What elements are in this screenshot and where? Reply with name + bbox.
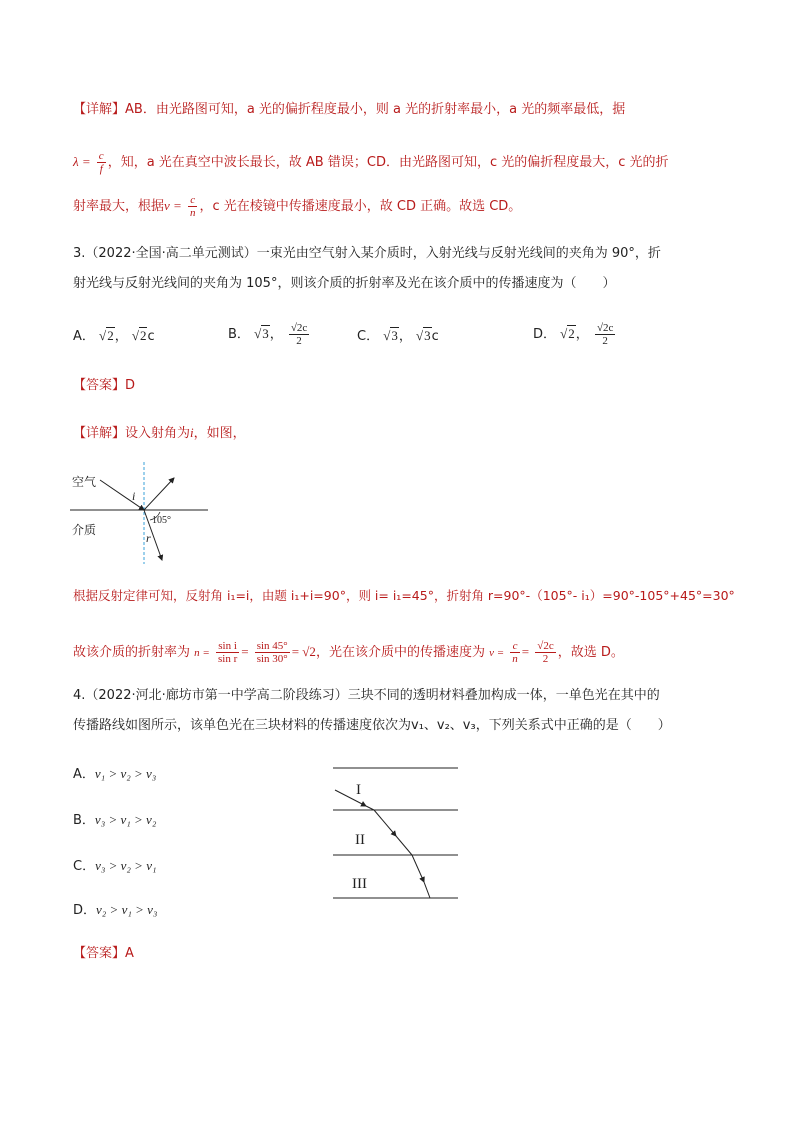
q4-answer: 【答案】A <box>73 946 134 961</box>
ray-segment-3 <box>412 855 424 882</box>
label-i: i <box>132 489 136 503</box>
q3-option-a: A． √2， √2c <box>73 328 155 344</box>
q4-option-d: D．v₂ > v₁ > v₃ <box>73 902 158 918</box>
fraction-c-over-n: $\frac{c}{n}$ <box>189 194 196 219</box>
q3-explanation-1: 根据反射定律可知，反射角 i₁=i，由题 i₁+i=90°，则 i= i₁=45°，折射角 r=90°-（105°- i₁）=90°-105°+45°=30° <box>73 588 735 603</box>
q4-stem-1: 4.（2022·河北·廊坊市第一中学高二阶段练习）三块不同的透明材料叠加构成一体，一单色光在其中的 <box>73 688 660 703</box>
reflection-refraction-figure <box>70 460 215 568</box>
q3-option-c: C． √3， √3c <box>357 328 439 344</box>
q3-explanation-2: 故该介质的折射率为 n = $\frac{\text{sin i}}{\text{sin r}}$ = $\frac{\sin 45^\circ}{\sin 30^\circ}$ = √2，光在该介质中的传播速度为 v = $\frac{c}{n}$ = $\frac{√2c}{2}$ ，故选 D。 <box>73 640 624 665</box>
q3-option-d: D． √2， $\frac{√2c}{2}$ <box>533 322 614 347</box>
q3-answer: 【答案】D <box>73 378 136 393</box>
detail-text-3b: ，c 光在棱镜中传播速度最小，故 CD 正确。故选 CD。 <box>199 199 522 214</box>
detail-line-2 <box>73 150 669 175</box>
label-air: 空气 <box>72 475 97 489</box>
incident-ray <box>100 480 144 510</box>
q4-option-c: C．v₃ > v₂ > v₁ <box>73 858 157 874</box>
ray-segment-2 <box>374 810 396 836</box>
q3-option-b: B． √3， $\frac{√2c}{2}$ <box>228 322 308 347</box>
label-layer-3: III <box>352 876 367 892</box>
q4-stem-2: 传播路线如图所示，该单色光在三块材料的传播速度依次为v₁、v₂、v₃，下列关系式中正确的是（ ） <box>73 718 671 733</box>
v-eq: v = <box>164 198 182 213</box>
label-105: 105° <box>152 515 171 526</box>
q4-option-b: B．v₃ > v₁ > v₂ <box>73 812 157 828</box>
q3-detail: 【详解】设入射角为i，如图， <box>73 425 246 441</box>
lambda-eq: λ = <box>73 154 91 169</box>
label-medium: 介质 <box>72 523 97 537</box>
detail-line-3 <box>73 194 521 219</box>
label-r: r <box>146 531 151 545</box>
q3-stem-1: 3.（2022·全国·高二单元测试）一束光由空气射入某介质时，入射光线与反射光线间的夹角为 90°，折 <box>73 246 661 261</box>
ray-segment-1 <box>335 790 366 806</box>
detail-text-3a: 射率最大，根据 <box>73 199 165 214</box>
three-layer-figure <box>330 762 462 904</box>
detail-text-2: ，知，a 光在真空中波长最长，故 AB 错误；CD．由光路图可知，c 光的偏折程度最大，c 光的折 <box>107 155 669 170</box>
detail-tag: 【详解】 <box>73 102 126 117</box>
label-layer-1: I <box>356 782 361 798</box>
reflected-ray <box>144 478 174 510</box>
detail-line-1 <box>73 100 625 120</box>
fraction-c-over-f: $\frac{c}{f}$ <box>98 150 104 175</box>
detail-text-1: AB．由光路图可知，a 光的偏折程度最小，则 a 光的折射率最小，a 光的频率最低，据 <box>125 102 626 117</box>
label-layer-2: II <box>355 832 365 848</box>
q3-stem-2: 射光线与反射光线间的夹角为 105°，则该介质的折射率及光在该介质中的传播速度为（ ） <box>73 276 616 291</box>
q4-option-a: A．v₁ > v₂ > v₃ <box>73 766 157 782</box>
